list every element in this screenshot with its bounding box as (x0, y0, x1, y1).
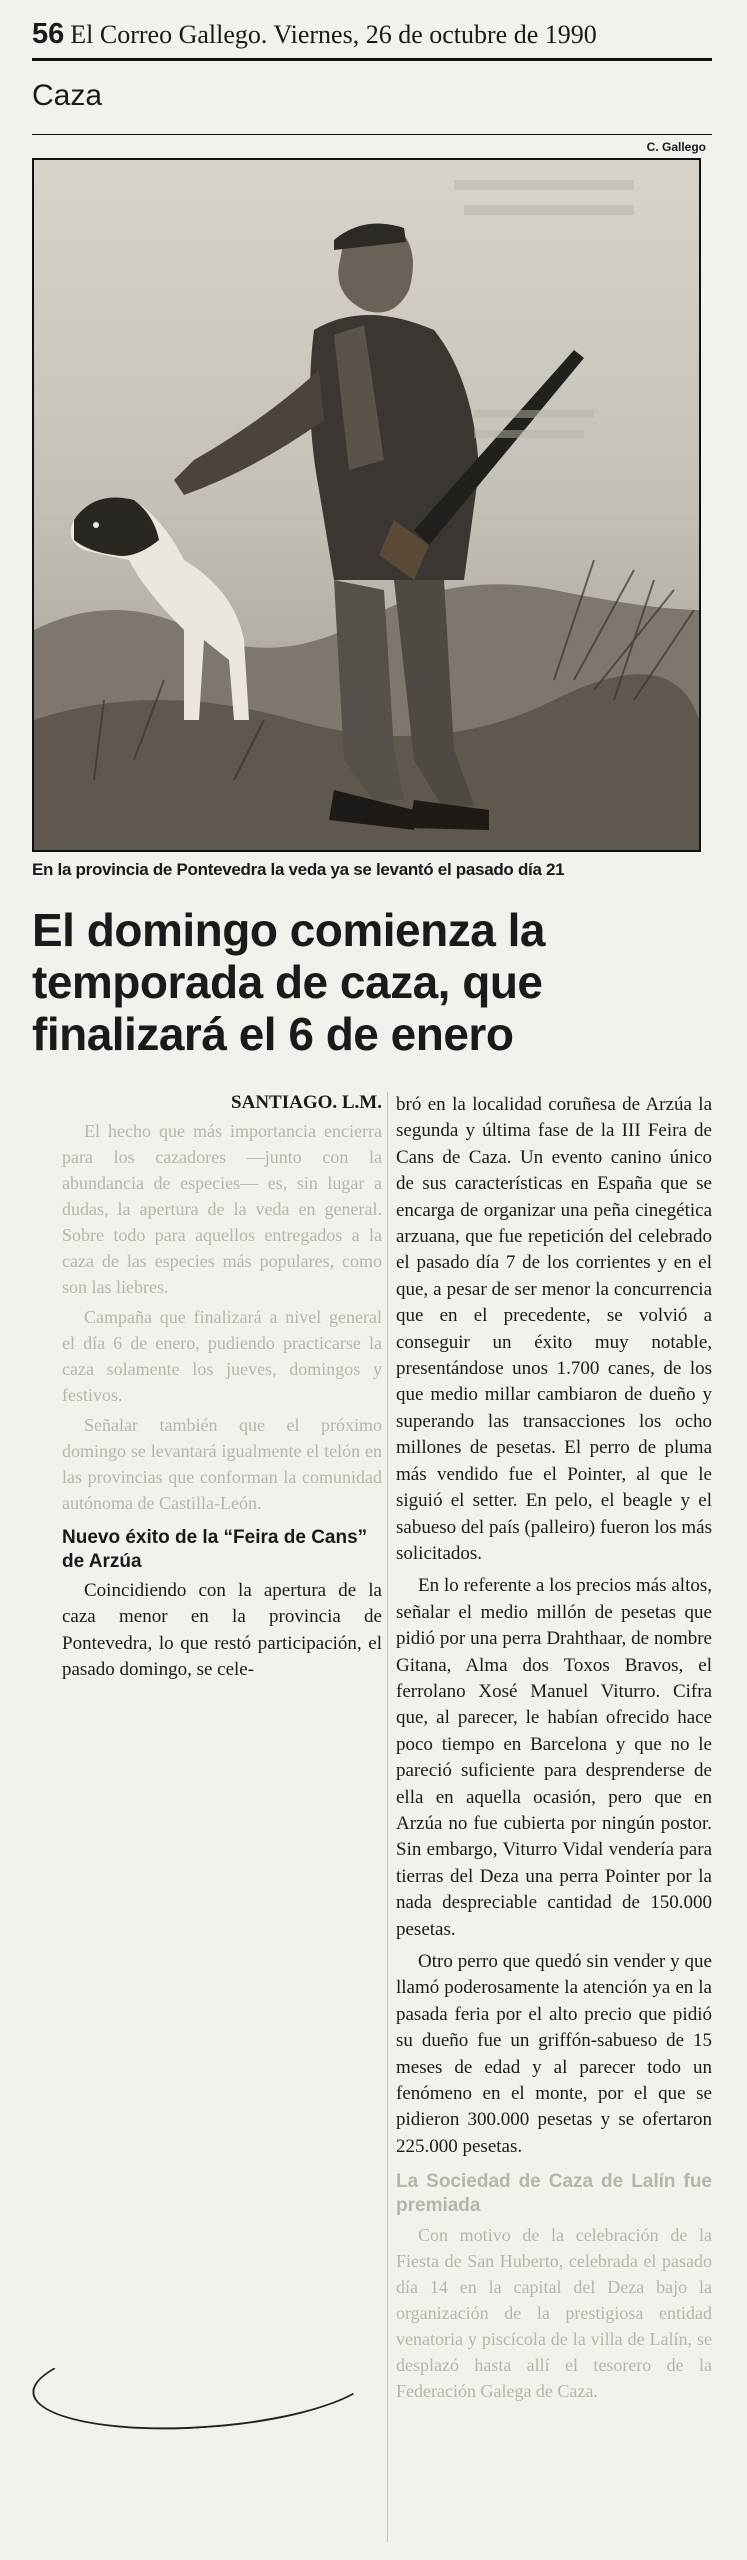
left-paragraph-3: Señalar también que el próximo domingo se levantará igualmente el telón en las provincias que conforman la comunidad autónoma de Castilla-León. (62, 1415, 382, 1513)
right-subhead: La Sociedad de Caza de Lalín fue premiada (396, 2171, 712, 2217)
left-column (62, 1092, 382, 1690)
hand-drawn-circle-mark (29, 2322, 379, 2440)
photo-illustration (34, 160, 699, 850)
section-title: Caza (32, 64, 712, 135)
right-column (396, 1092, 712, 2408)
right-paragraph-2: En lo referente a los precios más altos, señalar el medio millón de pesetas que pidió por una perra Drahthaar, de nombre Gitana, Alma dos Toxos Bravos, el ferrolano Xosé Manuel Viturro. Cifra que, al parecer, le habían ofrecido hace poco tiempo en Barcelona y que no le pareció suficiente para desprenderse de ella en aquella ocasión, pero que en Arzúa no fue cubierta por ningún postor. Sin embargo, Viturro Vidal vendería para tierras del Deza una perra Pointer por la nada despreciable cantidad de 150.000 pesetas. (396, 1575, 712, 1940)
right-paragraph-3: Otro perro que quedó sin vender y que llamó poderosamente la atención ya en la pasada feria por el alto precio que pidió su dueño fue un griffón-sabueso de 15 meses de edad y al parecer todo un fenómeno en el monte, por el que se pidieron 300.000 pesetas y se ofertaron 225.000 pesetas. (396, 1951, 712, 2157)
left-paragraph-4: Coincidiendo con la apertura de la caza menor en la provincia de Pontevedra, lo que restó participación, el pasado domingo, se cele- (62, 1580, 382, 1681)
left-subhead: Nuevo éxito de la “Feira de Cans” de Arzúa (62, 1527, 368, 1572)
publication-line: El Correo Gallego. Viernes, 26 de octubre de 1990 (70, 20, 597, 49)
right-paragraph-4: Con motivo de la celebración de la Fiesta de San Huberto, celebrada el pasado día 14 en la capital del Deza bajo la organización de la prestigiosa entidad venatoria y piscícola de la villa de Lalín, se desplazó hasta allí el tesorero de la Federación Galega de Caza. (396, 2225, 712, 2402)
column-divider (387, 1092, 388, 2542)
byline: SANTIAGO. L.M. (231, 1092, 382, 1113)
newspaper-page (32, 14, 712, 2544)
article-headline: El domingo comienza la temporada de caza, que finalizará el 6 de enero (32, 904, 545, 1060)
right-paragraph-1: bró en la localidad coruñesa de Arzúa la segunda y última fase de la III Feira de Cans de Caza. Un evento canino único de sus características en España que se encarga de organizar una peña cinegética arzuana, que fue repetición del celebrado el pasado día 7 de los corrientes y en el que, a pesar de ser menor la concurrencia que en el precedente, se volvió a conseguir un éxito muy notable, presentándose unos 1.700 canes, de los que medio millar cambiaron de dueño y superando las transacciones los ocho millones de pesetas. El perro de pluma más vendido fue el Pointer, al que le siguió el setter. En pelo, el beagle y el sabueso del país (palleiro) fueron los más solicitados. (396, 1094, 712, 1564)
page-header (32, 14, 712, 61)
hunter-with-dog-photo (32, 158, 701, 852)
left-paragraph-2: Campaña que finalizará a nivel general el día 6 de enero, pudiendo practicarse la caza solamente los jueves, domingos y festivos. (62, 1307, 382, 1405)
photo-credit: C. Gallego (646, 140, 706, 154)
photo-caption: En la provincia de Pontevedra la veda ya se levantó el pasado día 21 (32, 860, 565, 879)
page-number: 56 (32, 18, 65, 50)
left-paragraph-1: El hecho que más importancia encierra para los cazadores —junto con la abundancia de especies— es, sin lugar a dudas, la apertura de la veda en general. Sobre todo para aquellos entregados a la caza de las especies más populares, como son las liebres. (62, 1121, 382, 1297)
